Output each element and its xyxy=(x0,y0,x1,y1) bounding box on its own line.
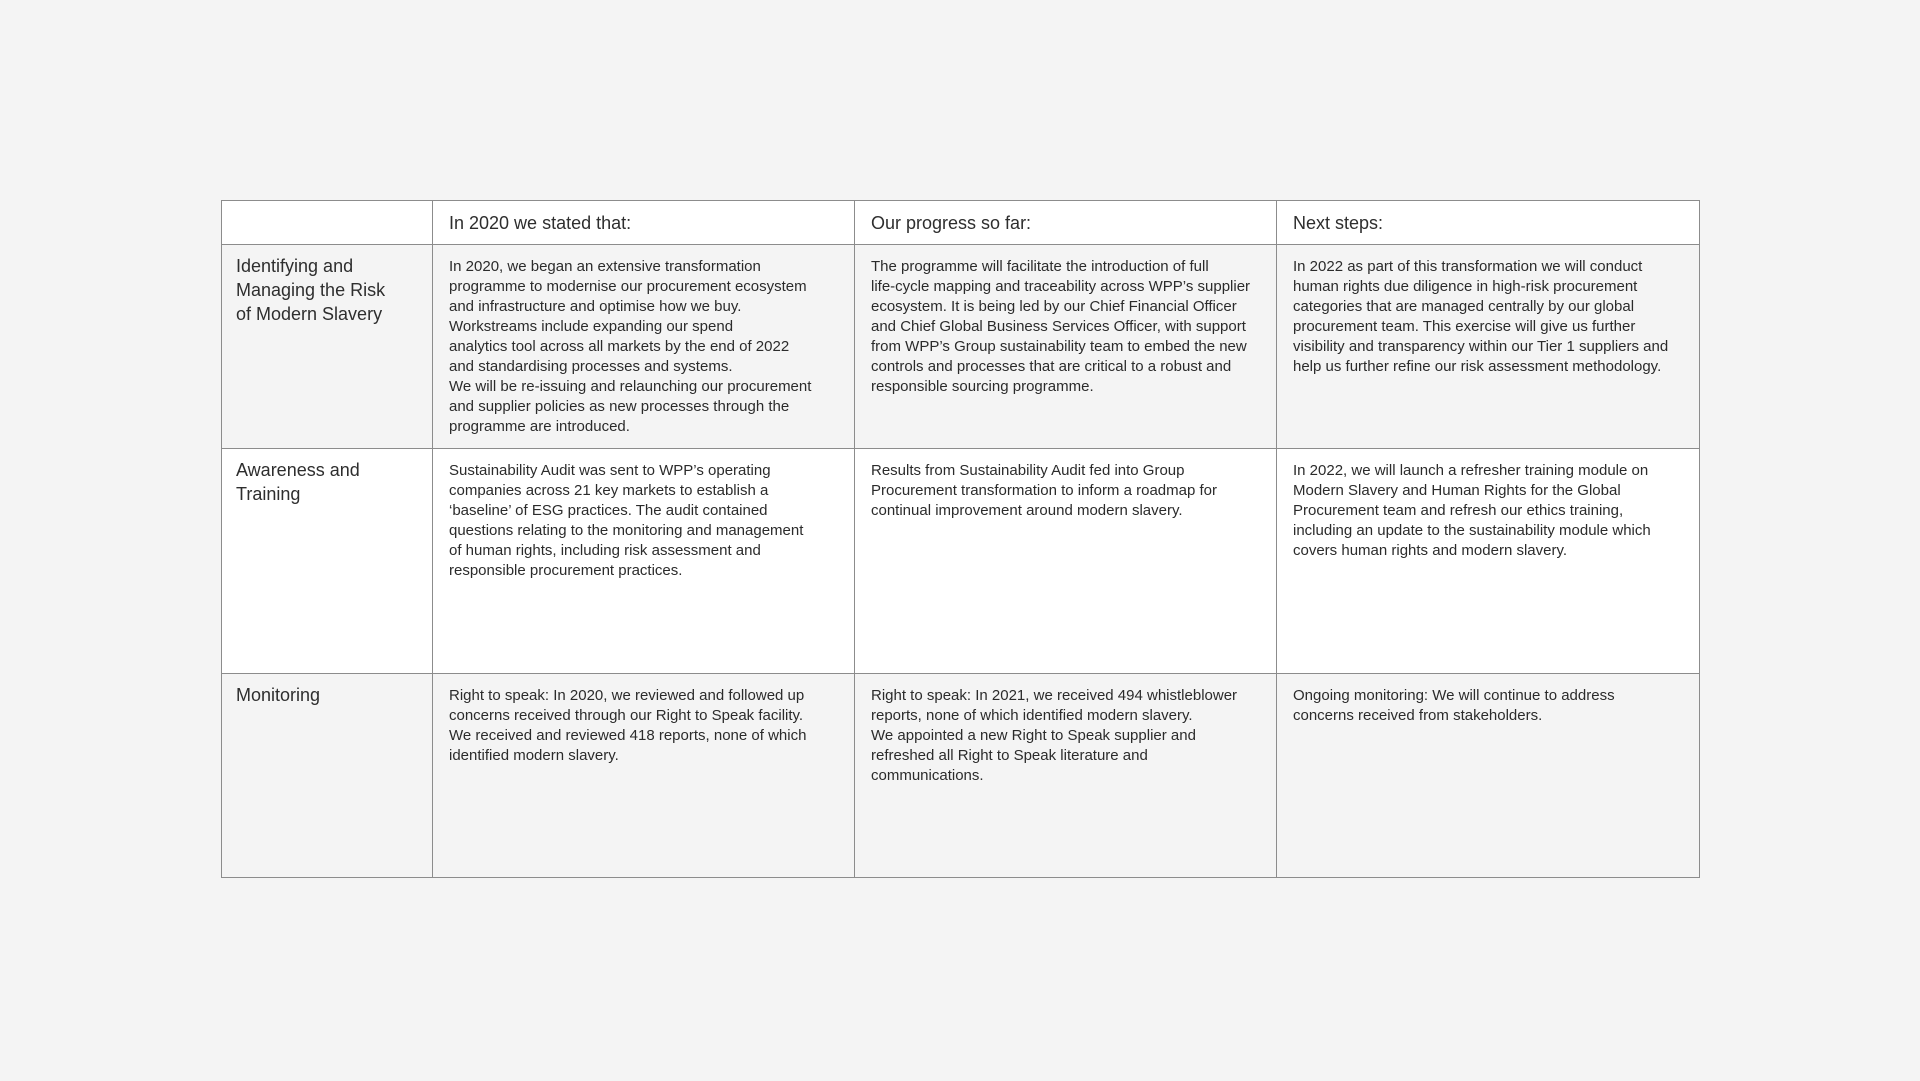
cell-next-steps: In 2022 as part of this transformation we will conduct human rights due diligence in high-risk procurement categories that are managed centrally by our global procurement team. This exercise will give us further visibility and transparency within our Tier 1 suppliers and help us further refine our risk assessment methodology. xyxy=(1277,245,1700,449)
row-label-risk: Identifying and Managing the Risk of Modern Slavery xyxy=(222,245,433,449)
cell-next-steps: In 2022, we will launch a refresher training module on Modern Slavery and Human Rights for the Global Procurement team and refresh our ethics training, including an update to the sustainability module which covers human rights and modern slavery. xyxy=(1277,449,1700,674)
table-row xyxy=(222,674,1700,878)
table-header-row xyxy=(222,201,1700,245)
cell-stated: Sustainability Audit was sent to WPP’s operating companies across 21 key markets to establish a ‘baseline’ of ESG practices. The audit contained questions relating to the monitoring and management of human rights, including risk assessment and responsible procurement practices. xyxy=(433,449,855,674)
row-label-monitoring: Monitoring xyxy=(222,674,433,878)
header-empty-cell xyxy=(222,201,433,245)
cell-stated: Right to speak: In 2020, we reviewed and followed up concerns received through our Right to Speak facility. We received and reviewed 418 reports, none of which identified modern slavery. xyxy=(433,674,855,878)
cell-progress: Results from Sustainability Audit fed into Group Procurement transformation to inform a roadmap for continual improvement around modern slavery. xyxy=(855,449,1277,674)
header-stated: In 2020 we stated that: xyxy=(433,201,855,245)
cell-progress: The programme will facilitate the introduction of full life-cycle mapping and traceability across WPP’s supplier ecosystem. It is being led by our Chief Financial Officer and Chief Global Business Services Officer, with support from WPP’s Group sustainability team to embed the new controls and processes that are critical to a robust and responsible sourcing programme. xyxy=(855,245,1277,449)
table-row xyxy=(222,245,1700,449)
cell-next-steps: Ongoing monitoring: We will continue to address concerns received from stakeholders. xyxy=(1277,674,1700,878)
table-row xyxy=(222,449,1700,674)
cell-stated: In 2020, we began an extensive transformation programme to modernise our procurement ecosystem and infrastructure and optimise how we buy. Workstreams include expanding our spend analytics tool across all markets by the end of 2022 and standardising processes and systems. We will be re-issuing and relaunching our procurement and supplier policies as new processes through the programme are introduced. xyxy=(433,245,855,449)
header-progress: Our progress so far: xyxy=(855,201,1277,245)
modern-slavery-progress-table-container xyxy=(221,200,1699,878)
cell-progress: Right to speak: In 2021, we received 494 whistleblower reports, none of which identified modern slavery. We appointed a new Right to Speak supplier and refreshed all Right to Speak literature and communications. xyxy=(855,674,1277,878)
row-label-training: Awareness and Training xyxy=(222,449,433,674)
header-next-steps: Next steps: xyxy=(1277,201,1700,245)
modern-slavery-progress-table xyxy=(221,200,1700,878)
